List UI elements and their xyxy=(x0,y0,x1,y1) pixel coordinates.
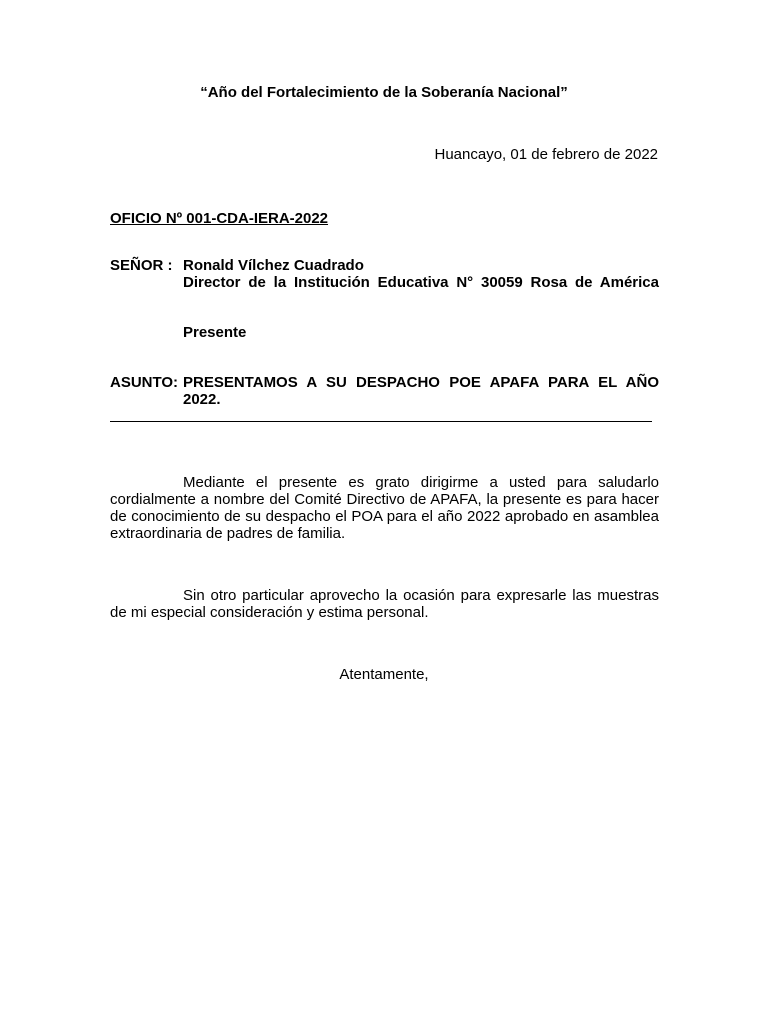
subject-text: PRESENTAMOS A SU DESPACHO POE APAFA PARA EL AÑO 2022. xyxy=(183,374,659,408)
closing-line: Atentamente, xyxy=(339,666,429,683)
date-line: Huancayo, 01 de febrero de 2022 xyxy=(434,146,658,163)
reference-number: OFICIO Nº 001-CDA-IERA-2022 xyxy=(110,210,329,227)
divider-line xyxy=(110,421,652,422)
body-paragraph: Mediante el presente es grato dirigirme a usted para saludarlo cordialmente a nombre del Comité Directivo de APAFA, la presente es para hacer de conocimiento de su despacho el POA para el año 2022 aprobado en asamblea extraordinaria de padres de familia. xyxy=(110,474,659,542)
recipient-title: Director de la Institución Educativa N° 30059 Rosa de América xyxy=(183,274,659,291)
document-motto: “Año del Fortalecimiento de la Soberanía Nacional” xyxy=(200,84,568,101)
presente-line: Presente xyxy=(183,324,247,341)
recipient-label: SEÑOR : xyxy=(110,257,173,274)
body-paragraph: Sin otro particular aprovecho la ocasión para expresarle las muestras de mi especial consideración y estima personal. xyxy=(110,587,659,621)
subject-label: ASUNTO: xyxy=(110,374,179,391)
recipient-name: Ronald Vílchez Cuadrado xyxy=(183,257,364,274)
